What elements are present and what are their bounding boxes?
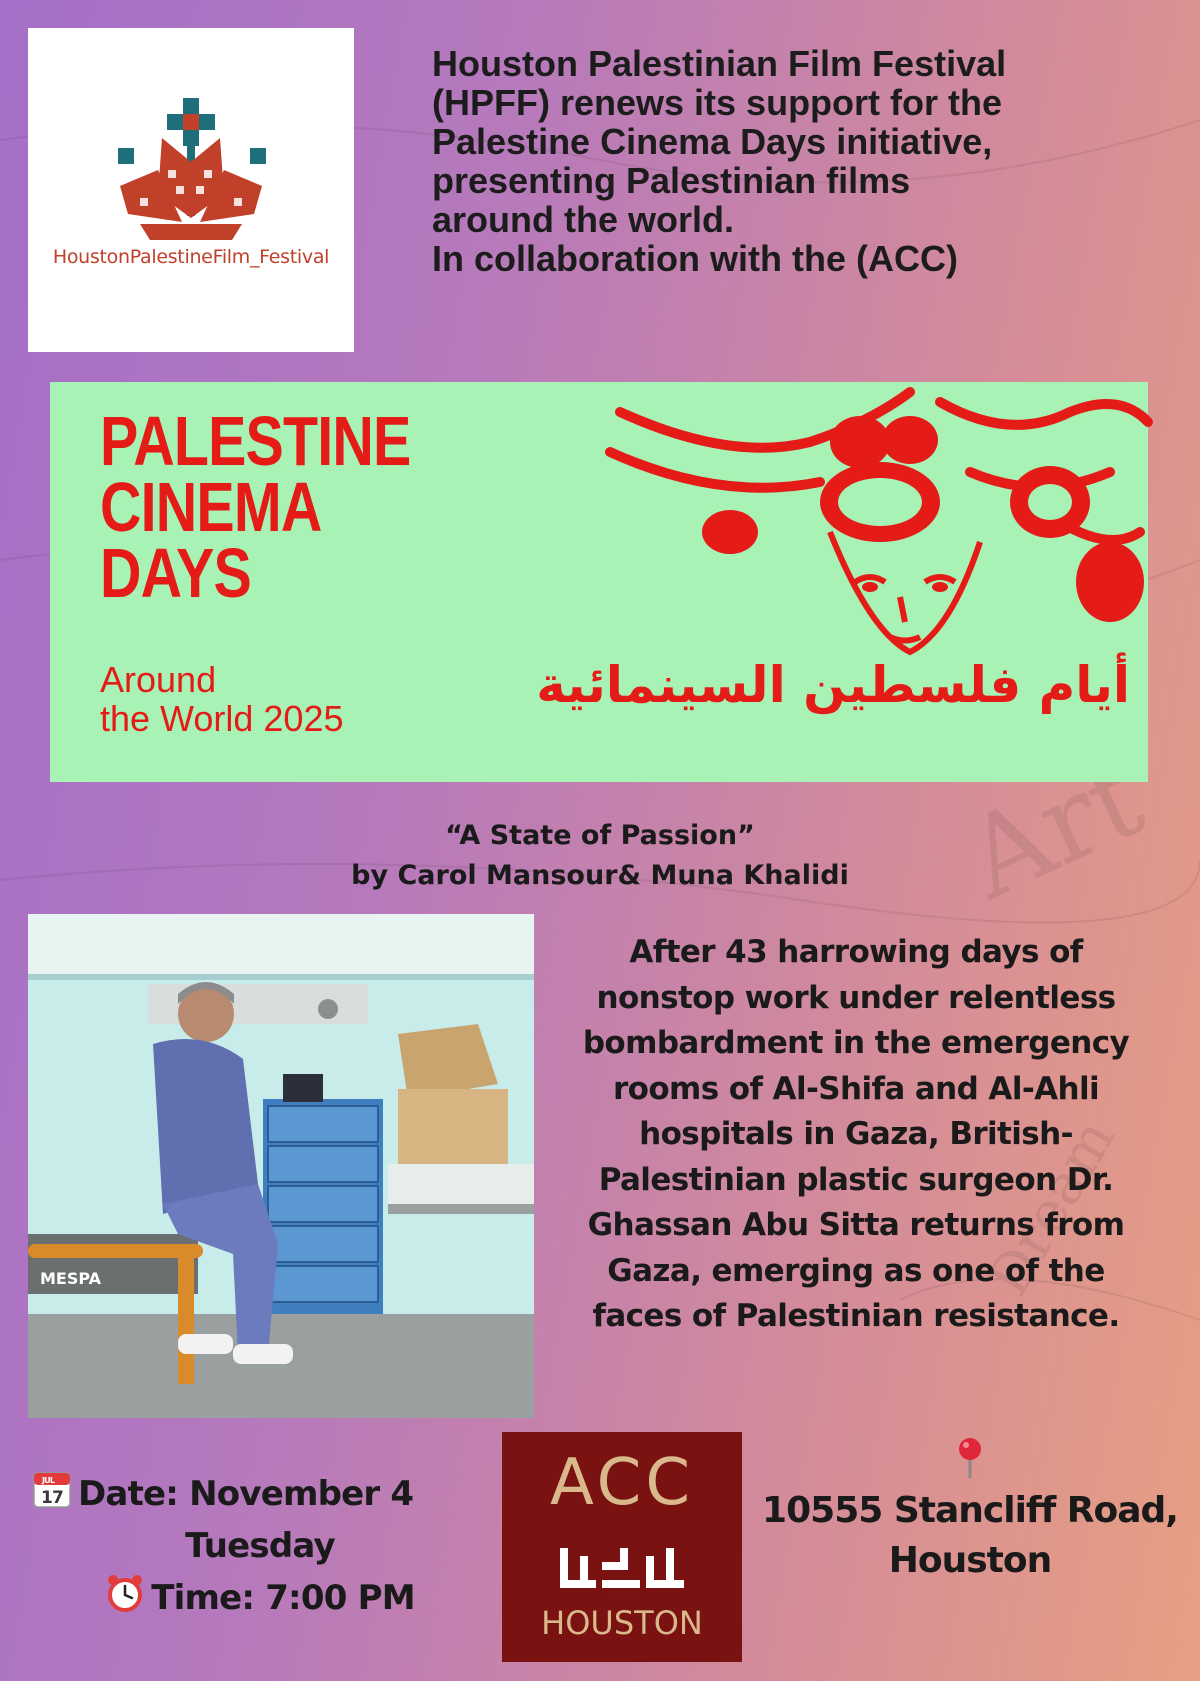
festival-logo-caption: HoustonPalestineFilm_Festival bbox=[52, 246, 330, 268]
palestine-cinema-days-banner bbox=[50, 382, 1148, 782]
acc-houston-logo bbox=[502, 1432, 742, 1662]
banner-title bbox=[100, 402, 411, 612]
stretcher-brand-label: MESPA bbox=[40, 1269, 102, 1288]
svg-text:Art: Art bbox=[946, 733, 1161, 924]
synopsis-line: hospitals in Gaza, British- bbox=[639, 1116, 1073, 1152]
svg-text:Dream: Dream bbox=[975, 1108, 1128, 1307]
synopsis-line: faces of Palestinian resistance. bbox=[592, 1298, 1120, 1334]
banner-subtitle bbox=[100, 660, 344, 738]
film-directors: by Carol Mansour& Muna Khalidi bbox=[351, 860, 849, 891]
acc-arabic-mark bbox=[556, 1542, 688, 1594]
synopsis-line: Gaza, emerging as one of the bbox=[607, 1252, 1105, 1289]
film-still-photo bbox=[28, 914, 534, 1418]
banner-title-line: PALESTINE bbox=[100, 402, 411, 480]
venue-address bbox=[760, 1436, 1180, 1586]
calendar-day: 17 bbox=[40, 1488, 64, 1508]
embroidery-flower-icon bbox=[100, 98, 282, 248]
event-date: Date: November 4 bbox=[78, 1474, 414, 1514]
acc-logo-text: ACC bbox=[549, 1446, 695, 1520]
alarm-clock-icon bbox=[105, 1573, 145, 1613]
synopsis-line: Palestinian plastic surgeon Dr. bbox=[598, 1161, 1114, 1198]
banner-title-line: CINEMA bbox=[100, 468, 322, 546]
film-title-block bbox=[0, 816, 1200, 896]
synopsis-line: bombardment in the emergency bbox=[582, 1025, 1130, 1061]
pushpin-icon bbox=[955, 1436, 985, 1480]
synopsis-line: rooms of Al-Shifa and Al-Ahli bbox=[612, 1070, 1100, 1107]
event-time: Time: 7:00 PM bbox=[151, 1578, 415, 1618]
intro-collaboration: In collaboration with the (ACC) bbox=[432, 238, 958, 279]
banner-subtitle-line: the World 2025 bbox=[100, 698, 344, 739]
film-title: “A State of Passion” bbox=[445, 820, 755, 851]
synopsis-line: After 43 harrowing days of bbox=[629, 934, 1083, 970]
intro-line: around the world. bbox=[432, 199, 734, 240]
banner-illustration bbox=[536, 382, 1148, 782]
calendar-month: JUL bbox=[42, 1476, 55, 1485]
intro-line: (HPFF) renews its support for the bbox=[432, 82, 1003, 123]
synopsis-line: nonstop work under relentless bbox=[596, 979, 1116, 1016]
banner-arabic-title: أيام فلسطين السينمائية bbox=[536, 656, 1130, 714]
festival-logo bbox=[28, 28, 354, 352]
banner-title-line: DAYS bbox=[100, 534, 251, 612]
intro-line: Houston Palestinian Film Festival bbox=[432, 43, 1007, 84]
event-weekday: Tuesday bbox=[185, 1526, 335, 1566]
intro-text bbox=[432, 44, 1172, 278]
address-city: Houston bbox=[888, 1540, 1052, 1581]
address-street: 10555 Stancliff Road, bbox=[762, 1490, 1178, 1531]
synopsis-line: Ghassan Abu Sitta returns from bbox=[587, 1207, 1125, 1243]
film-synopsis bbox=[538, 930, 1174, 1340]
banner-subtitle-line: Around bbox=[100, 659, 217, 700]
acc-logo-city: HOUSTON bbox=[541, 1604, 703, 1642]
intro-line: Palestine Cinema Days initiative, bbox=[432, 121, 993, 162]
acc-arabic-text bbox=[608, 1589, 637, 1595]
intro-line: presenting Palestinian films bbox=[432, 160, 911, 201]
event-details bbox=[32, 1468, 488, 1624]
event-time-row bbox=[32, 1572, 488, 1624]
event-date-row bbox=[32, 1468, 488, 1520]
calendar-icon bbox=[32, 1469, 72, 1509]
